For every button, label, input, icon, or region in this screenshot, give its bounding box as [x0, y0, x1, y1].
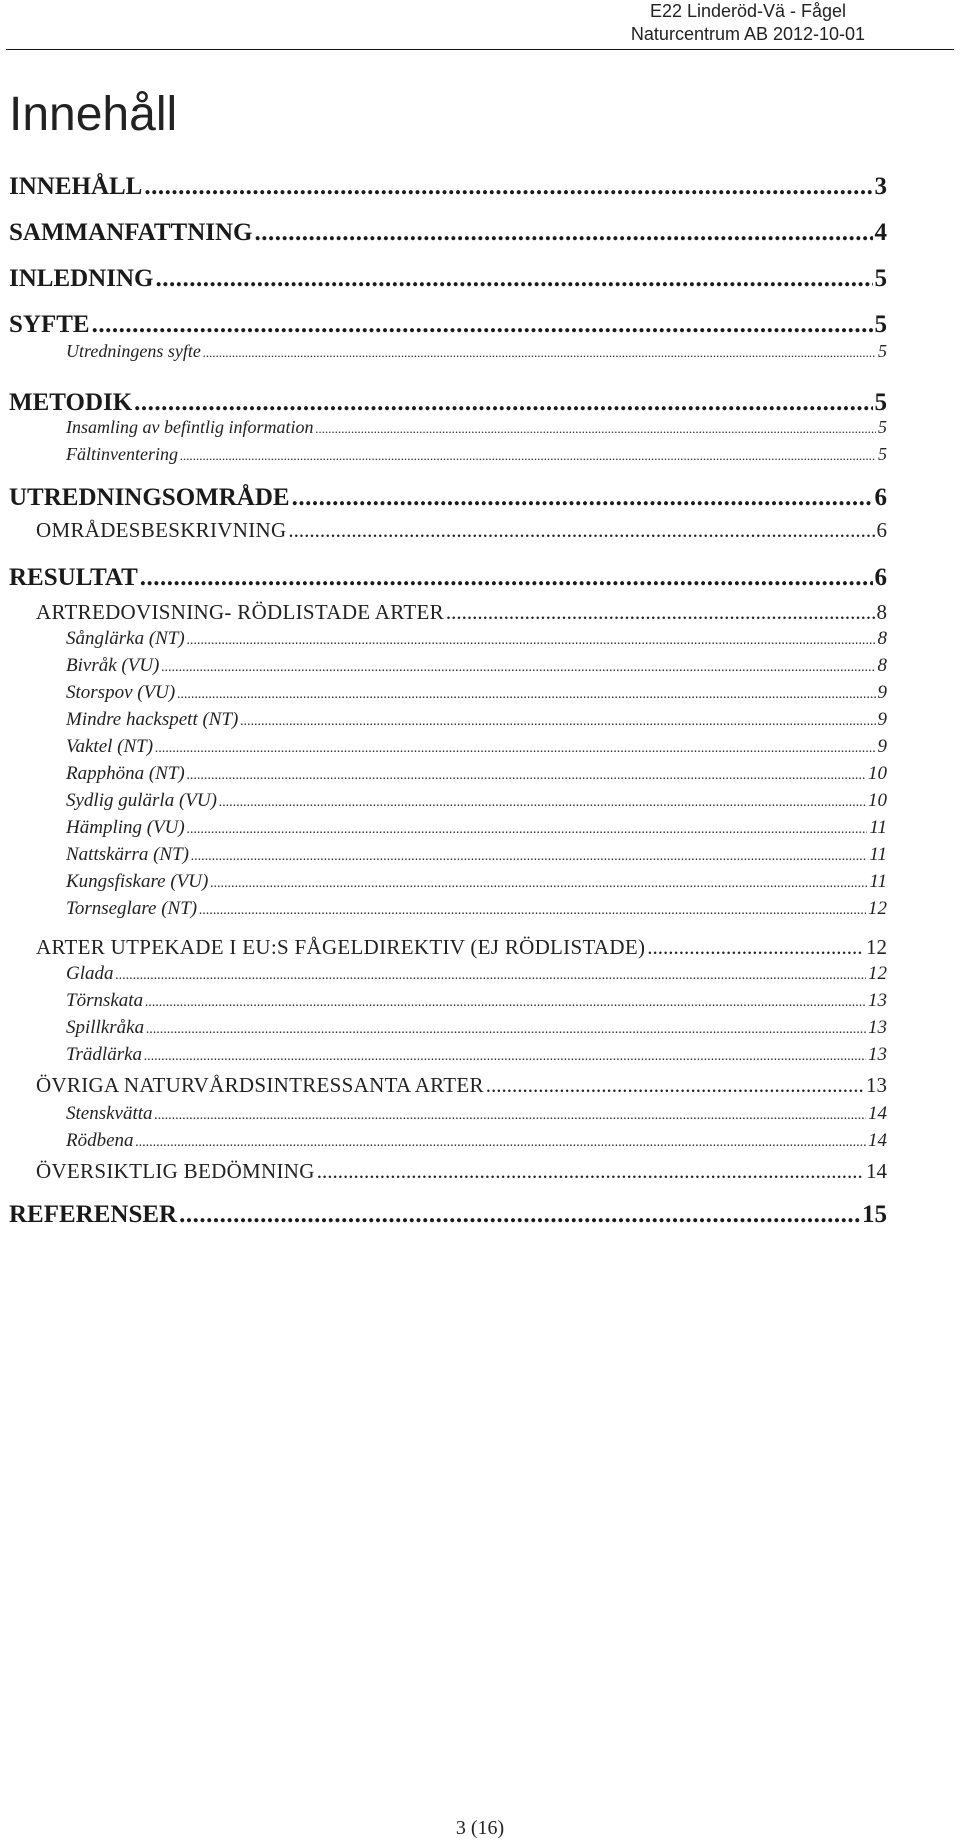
- toc-entry-page-number: 13: [868, 990, 887, 1011]
- toc-dot-leader: [288, 517, 874, 543]
- toc-entry-label: Kungsfiskare (VU): [66, 871, 209, 892]
- toc-entry-label: Fältinventering: [66, 444, 178, 464]
- toc-entry[interactable]: [66, 870, 887, 896]
- toc-entry-page-number: 11: [869, 844, 887, 865]
- toc-entry[interactable]: [66, 627, 887, 653]
- toc-entry[interactable]: [66, 1016, 887, 1042]
- toc-entry-page-number: 4: [874, 219, 887, 246]
- toc-entry[interactable]: [66, 816, 887, 842]
- toc-entry-page-number: 6: [874, 484, 887, 511]
- toc-entry-page-number: 12: [868, 898, 887, 919]
- toc-dot-leader: [144, 172, 872, 202]
- toc-entry[interactable]: [66, 762, 887, 788]
- toc-entry-label: Rödbena: [66, 1130, 134, 1151]
- toc-entry-label: RESULTAT: [9, 564, 138, 591]
- toc-dot-leader: [136, 1131, 866, 1155]
- toc-entry-label: Rapphöna (NT): [66, 763, 185, 784]
- toc-dot-leader: [317, 1158, 864, 1184]
- toc-entry[interactable]: [66, 681, 887, 707]
- toc-entry-page-number: 8: [877, 655, 887, 676]
- toc-entry-label: UTREDNINGSOMRÅDE: [9, 484, 290, 511]
- header-organization-date: Naturcentrum AB 2012-10-01: [630, 24, 866, 44]
- toc-entry-label: Storspov (VU): [66, 682, 176, 703]
- toc-entry[interactable]: [66, 897, 887, 923]
- toc-dot-leader: [161, 656, 875, 680]
- toc-entry[interactable]: [36, 934, 887, 960]
- toc-entry-page-number: 9: [877, 736, 887, 757]
- toc-dot-leader: [187, 818, 868, 842]
- toc-entry-label: Spillkråka: [66, 1017, 145, 1038]
- toc-dot-leader: [486, 1072, 864, 1098]
- toc-entry-page-number: 3: [874, 173, 887, 200]
- toc-entry-label: ÖVERSIKTLIG BEDÖMNING: [36, 1159, 315, 1183]
- toc-dot-leader: [155, 264, 872, 294]
- toc-entry-page-number: 12: [866, 935, 887, 959]
- toc-entry-page-number: 10: [868, 790, 887, 811]
- toc-dot-leader: [292, 483, 873, 513]
- toc-entry[interactable]: [36, 1072, 887, 1098]
- toc-dot-leader: [316, 417, 877, 440]
- toc-entry[interactable]: [66, 989, 887, 1015]
- toc-entry[interactable]: [66, 1129, 887, 1155]
- toc-entry-page-number: 10: [868, 763, 887, 784]
- toc-dot-leader: [199, 899, 866, 923]
- toc-entry[interactable]: [66, 416, 887, 440]
- toc-entry-label: Stenskvätta: [66, 1103, 153, 1124]
- toc-dot-leader: [177, 683, 875, 707]
- toc-entry-label: Glada: [66, 963, 114, 984]
- toc-entry-page-number: 8: [877, 628, 887, 649]
- toc-dot-leader: [179, 1200, 860, 1230]
- toc-entry[interactable]: [9, 483, 887, 513]
- toc-entry-page-number: 5: [878, 341, 887, 361]
- toc-dot-leader: [446, 599, 875, 625]
- toc-entry-label: Törnskata: [66, 990, 144, 1011]
- toc-entry[interactable]: [9, 172, 887, 202]
- toc-entry-page-number: 8: [876, 600, 887, 624]
- toc-entry[interactable]: [36, 599, 887, 625]
- toc-entry-page-number: 11: [869, 871, 887, 892]
- toc-dot-leader: [145, 991, 866, 1015]
- toc-entry-page-number: 13: [866, 1073, 887, 1097]
- toc-entry-page-number: 13: [868, 1044, 887, 1065]
- toc-entry[interactable]: [36, 517, 887, 543]
- toc-entry-label: Trädlärka: [66, 1044, 143, 1065]
- toc-entry-label: Hämpling (VU): [66, 817, 185, 838]
- toc-dot-leader: [203, 341, 876, 364]
- toc-entry[interactable]: [66, 962, 887, 988]
- toc-entry[interactable]: [66, 789, 887, 815]
- header-report-title: E22 Linderöd-Vä - Fågel: [649, 1, 847, 21]
- toc-dot-leader: [116, 964, 867, 988]
- toc-entry[interactable]: [9, 264, 887, 294]
- toc-entry-label: INNEHÅLL: [9, 173, 143, 200]
- toc-entry-label: Vaktel (NT): [66, 736, 154, 757]
- toc-dot-leader: [219, 791, 866, 815]
- toc-entry[interactable]: [66, 843, 887, 869]
- toc-entry[interactable]: [9, 1200, 887, 1230]
- toc-dot-leader: [191, 845, 867, 869]
- toc-entry-label: SAMMANFATTNING: [9, 219, 253, 246]
- toc-entry-label: Sydlig gulärla (VU): [66, 790, 217, 811]
- toc-entry-label: Nattskärra (NT): [66, 844, 189, 865]
- toc-dot-leader: [92, 310, 873, 340]
- toc-dot-leader: [240, 710, 875, 734]
- page-footer: [0, 1816, 960, 1840]
- toc-entry-label: ARTER UTPEKADE I EU:S FÅGELDIREKTIV (EJ RÖDLISTADE): [36, 935, 646, 959]
- toc-entry-page-number: 15: [862, 1201, 887, 1228]
- toc-entry-page-number: 5: [874, 389, 887, 416]
- toc-entry-page-number: 9: [877, 709, 887, 730]
- toc-entry-page-number: 14: [868, 1103, 887, 1124]
- toc-entry-label: METODIK: [9, 389, 133, 416]
- toc-dot-leader: [134, 388, 872, 418]
- toc-entry-label: Bivråk (VU): [66, 655, 160, 676]
- toc-entry-page-number: 13: [868, 1017, 887, 1038]
- toc-entry-label: Tornseglare (NT): [66, 898, 198, 919]
- toc-entry-page-number: 6: [874, 564, 887, 591]
- toc-entry-label: Utredningens syfte: [66, 341, 201, 361]
- toc-entry-label: OMRÅDESBESKRIVNING: [36, 518, 287, 542]
- toc-entry-page-number: 14: [868, 1130, 887, 1151]
- toc-entry-page-number: 9: [877, 682, 887, 703]
- toc-entry-page-number: 11: [869, 817, 887, 838]
- toc-entry-page-number: 12: [868, 963, 887, 984]
- toc-entry[interactable]: [9, 563, 887, 593]
- toc-dot-leader: [155, 1104, 866, 1128]
- footer-page-number: 3 (16): [455, 1817, 505, 1839]
- toc-dot-leader: [255, 218, 873, 248]
- toc-entry-page-number: 5: [878, 444, 887, 464]
- toc-entry[interactable]: [66, 654, 887, 680]
- toc-dot-leader: [140, 563, 873, 593]
- toc-entry[interactable]: [66, 1102, 887, 1128]
- toc-entry[interactable]: [66, 1043, 887, 1069]
- page-title: Innehåll: [9, 88, 178, 141]
- toc-dot-leader: [210, 872, 867, 896]
- toc-entry-label: ÖVRIGA NATURVÅRDSINTRESSANTA ARTER: [36, 1073, 484, 1097]
- toc-entry-page-number: 5: [874, 265, 887, 292]
- toc-entry-label: INLEDNING: [9, 265, 154, 292]
- toc-entry-label: Insamling av befintlig information: [66, 417, 314, 437]
- toc-entry-page-number: 5: [874, 311, 887, 338]
- toc-entry-label: Mindre hackspett (NT): [66, 709, 239, 730]
- toc-entry[interactable]: [66, 340, 887, 364]
- toc-entry[interactable]: [66, 443, 887, 467]
- toc-entry-label: ARTREDOVISNING- RÖDLISTADE ARTER: [36, 600, 444, 624]
- toc-entry[interactable]: [66, 708, 887, 734]
- toc-entry-page-number: 6: [876, 518, 887, 542]
- toc-entry[interactable]: [9, 388, 887, 418]
- toc-dot-leader: [187, 629, 876, 653]
- toc-entry-page-number: 5: [878, 417, 887, 437]
- toc-entry[interactable]: [66, 735, 887, 761]
- toc-entry[interactable]: [9, 218, 887, 248]
- toc-entry-label: SYFTE: [9, 311, 90, 338]
- toc-entry-label: Sånglärka (NT): [66, 628, 185, 649]
- toc-dot-leader: [146, 1018, 866, 1042]
- toc-dot-leader: [187, 764, 866, 788]
- toc-entry-page-number: 14: [866, 1159, 887, 1183]
- toc-dot-leader: [180, 444, 876, 467]
- toc-dot-leader: [647, 934, 864, 960]
- toc-dot-leader: [155, 737, 875, 761]
- toc-dot-leader: [144, 1045, 866, 1069]
- toc-entry-label: REFERENSER: [9, 1201, 178, 1228]
- toc-entry[interactable]: [9, 310, 887, 340]
- toc-entry[interactable]: [36, 1158, 887, 1184]
